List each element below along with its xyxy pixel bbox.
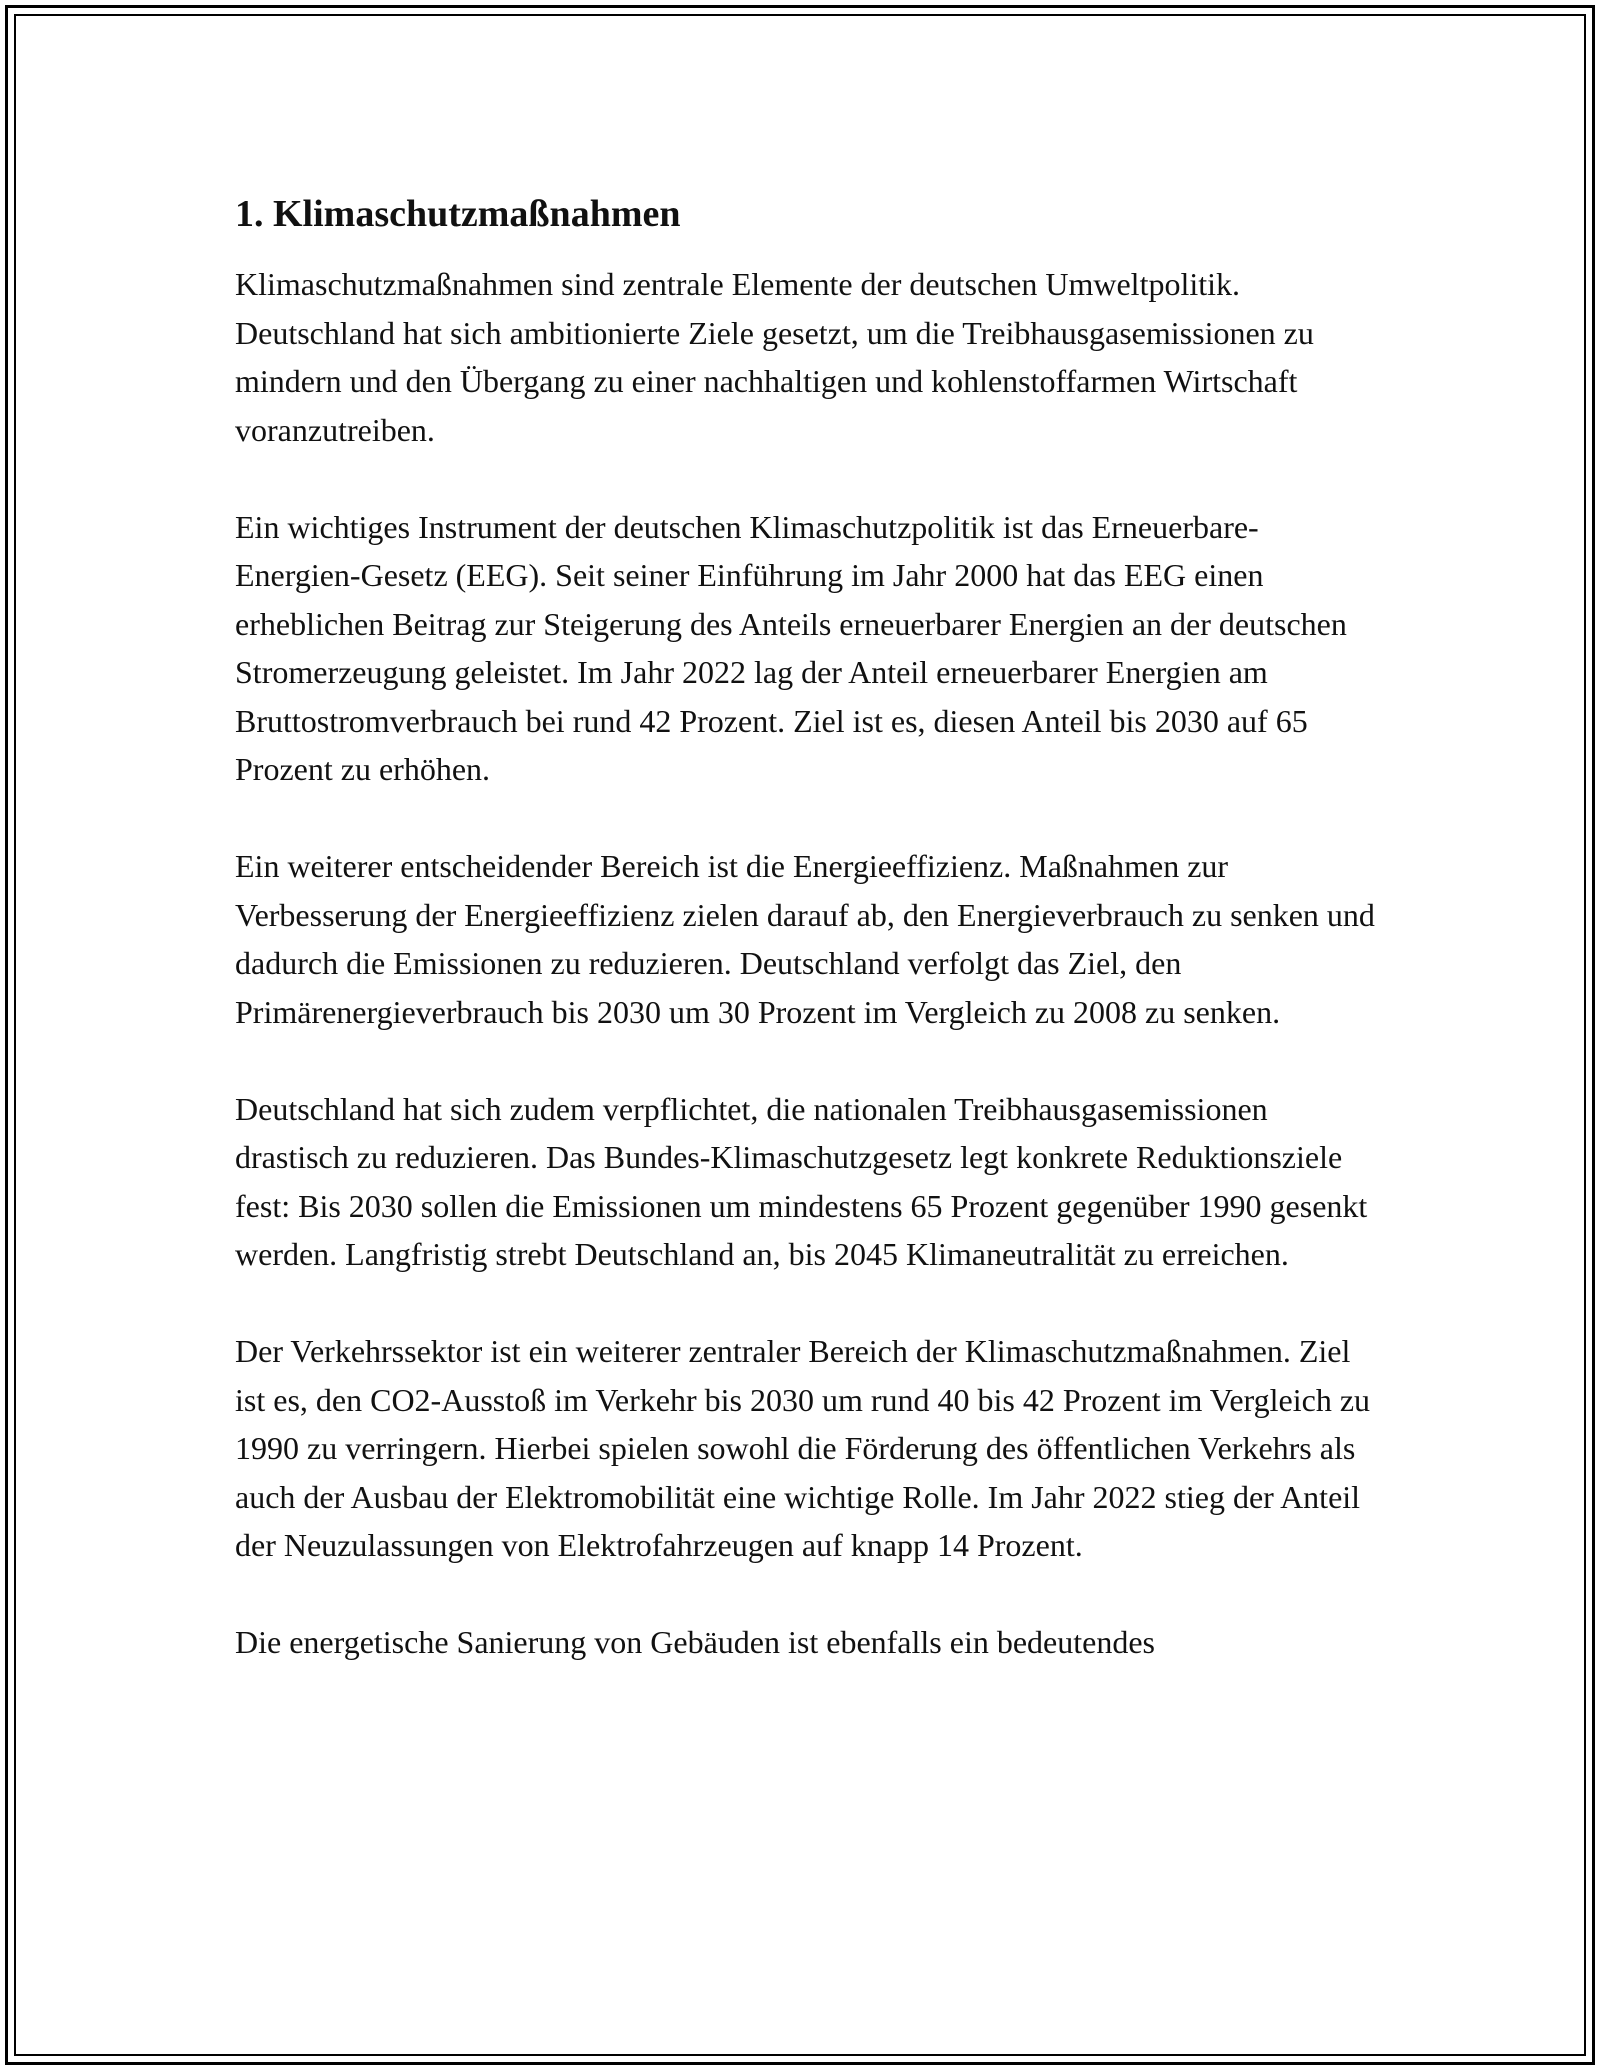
paragraph-intro: Klimaschutzmaßnahmen sind zentrale Elemente der deutschen Umweltpolitik. Deutschland hat sich ambitionierte Ziele gesetzt, um die Treibhausgasemissionen zu mindern und den Übergang zu einer nachhaltigen und kohlenstoffarmen Wirtschaft voranzutreiben. xyxy=(235,266,1314,448)
paragraph-emission-targets: Deutschland hat sich zudem verpflichtet, die nationalen Treibhausgasemissionen drastisch zu reduzieren. Das Bundes-Klimaschutzgesetz legt konkrete Reduktionsziele fest: Bis 2030 sollen die Emissionen um mindestens 65 Prozent gegenüber 1990 gesenkt werden. Langfristig strebt Deutschland an, bis 2045 Klimaneutralität zu erreichen. xyxy=(235,1090,1368,1272)
paragraph-energy-efficiency: Ein weiterer entscheidender Bereich ist die Energieeffizienz. Maßnahmen zur Verbesserung der Energieeffizienz zielen darauf ab, den Energieverbrauch zu senken und dadurch die Emissionen zu reduzieren. Deutschland verfolgt das Ziel, den Primärenergieverbrauch bis 2030 um 30 Prozent im Vergleich zu 2008 zu senken. xyxy=(235,848,1375,1030)
paragraph-eeg: Ein wichtiges Instrument der deutschen Klimaschutzpolitik ist das Erneuerbare-Energien-Gesetz (EEG). Seit seiner Einführung im Jahr 2000 hat das EEG einen erheblichen Beitrag zur Steigerung des Anteils erneuerbarer Energien an der deutschen Stromerzeugung geleistet. Im Jahr 2022 lag der Anteil erneuerbarer Energien am Bruttostromverbrauch bei rund 42 Prozent. Ziel ist es, diesen Anteil bis 2030 auf 65 Prozent zu erhöhen. xyxy=(235,508,1347,787)
paragraph-buildings: Die energetische Sanierung von Gebäuden ist ebenfalls ein bedeutendes xyxy=(235,1624,1155,1660)
section-heading: 1. Klimaschutzmaßnahmen xyxy=(235,193,681,235)
document-body xyxy=(235,186,1375,1715)
paragraph-transport: Der Verkehrssektor ist ein weiterer zentraler Bereich der Klimaschutzmaßnahmen. Ziel ist es, den CO2-Ausstoß im Verkehr bis 2030 um rund 40 bis 42 Prozent im Vergleich zu 1990 zu verringern. Hierbei spielen sowohl die Förderung des öffentlichen Verkehrs als auch der Ausbau der Elektromobilität eine wichtige Rolle. Im Jahr 2022 stieg der Anteil der Neuzulassungen von Elektrofahrzeugen auf knapp 14 Prozent. xyxy=(235,1333,1371,1563)
